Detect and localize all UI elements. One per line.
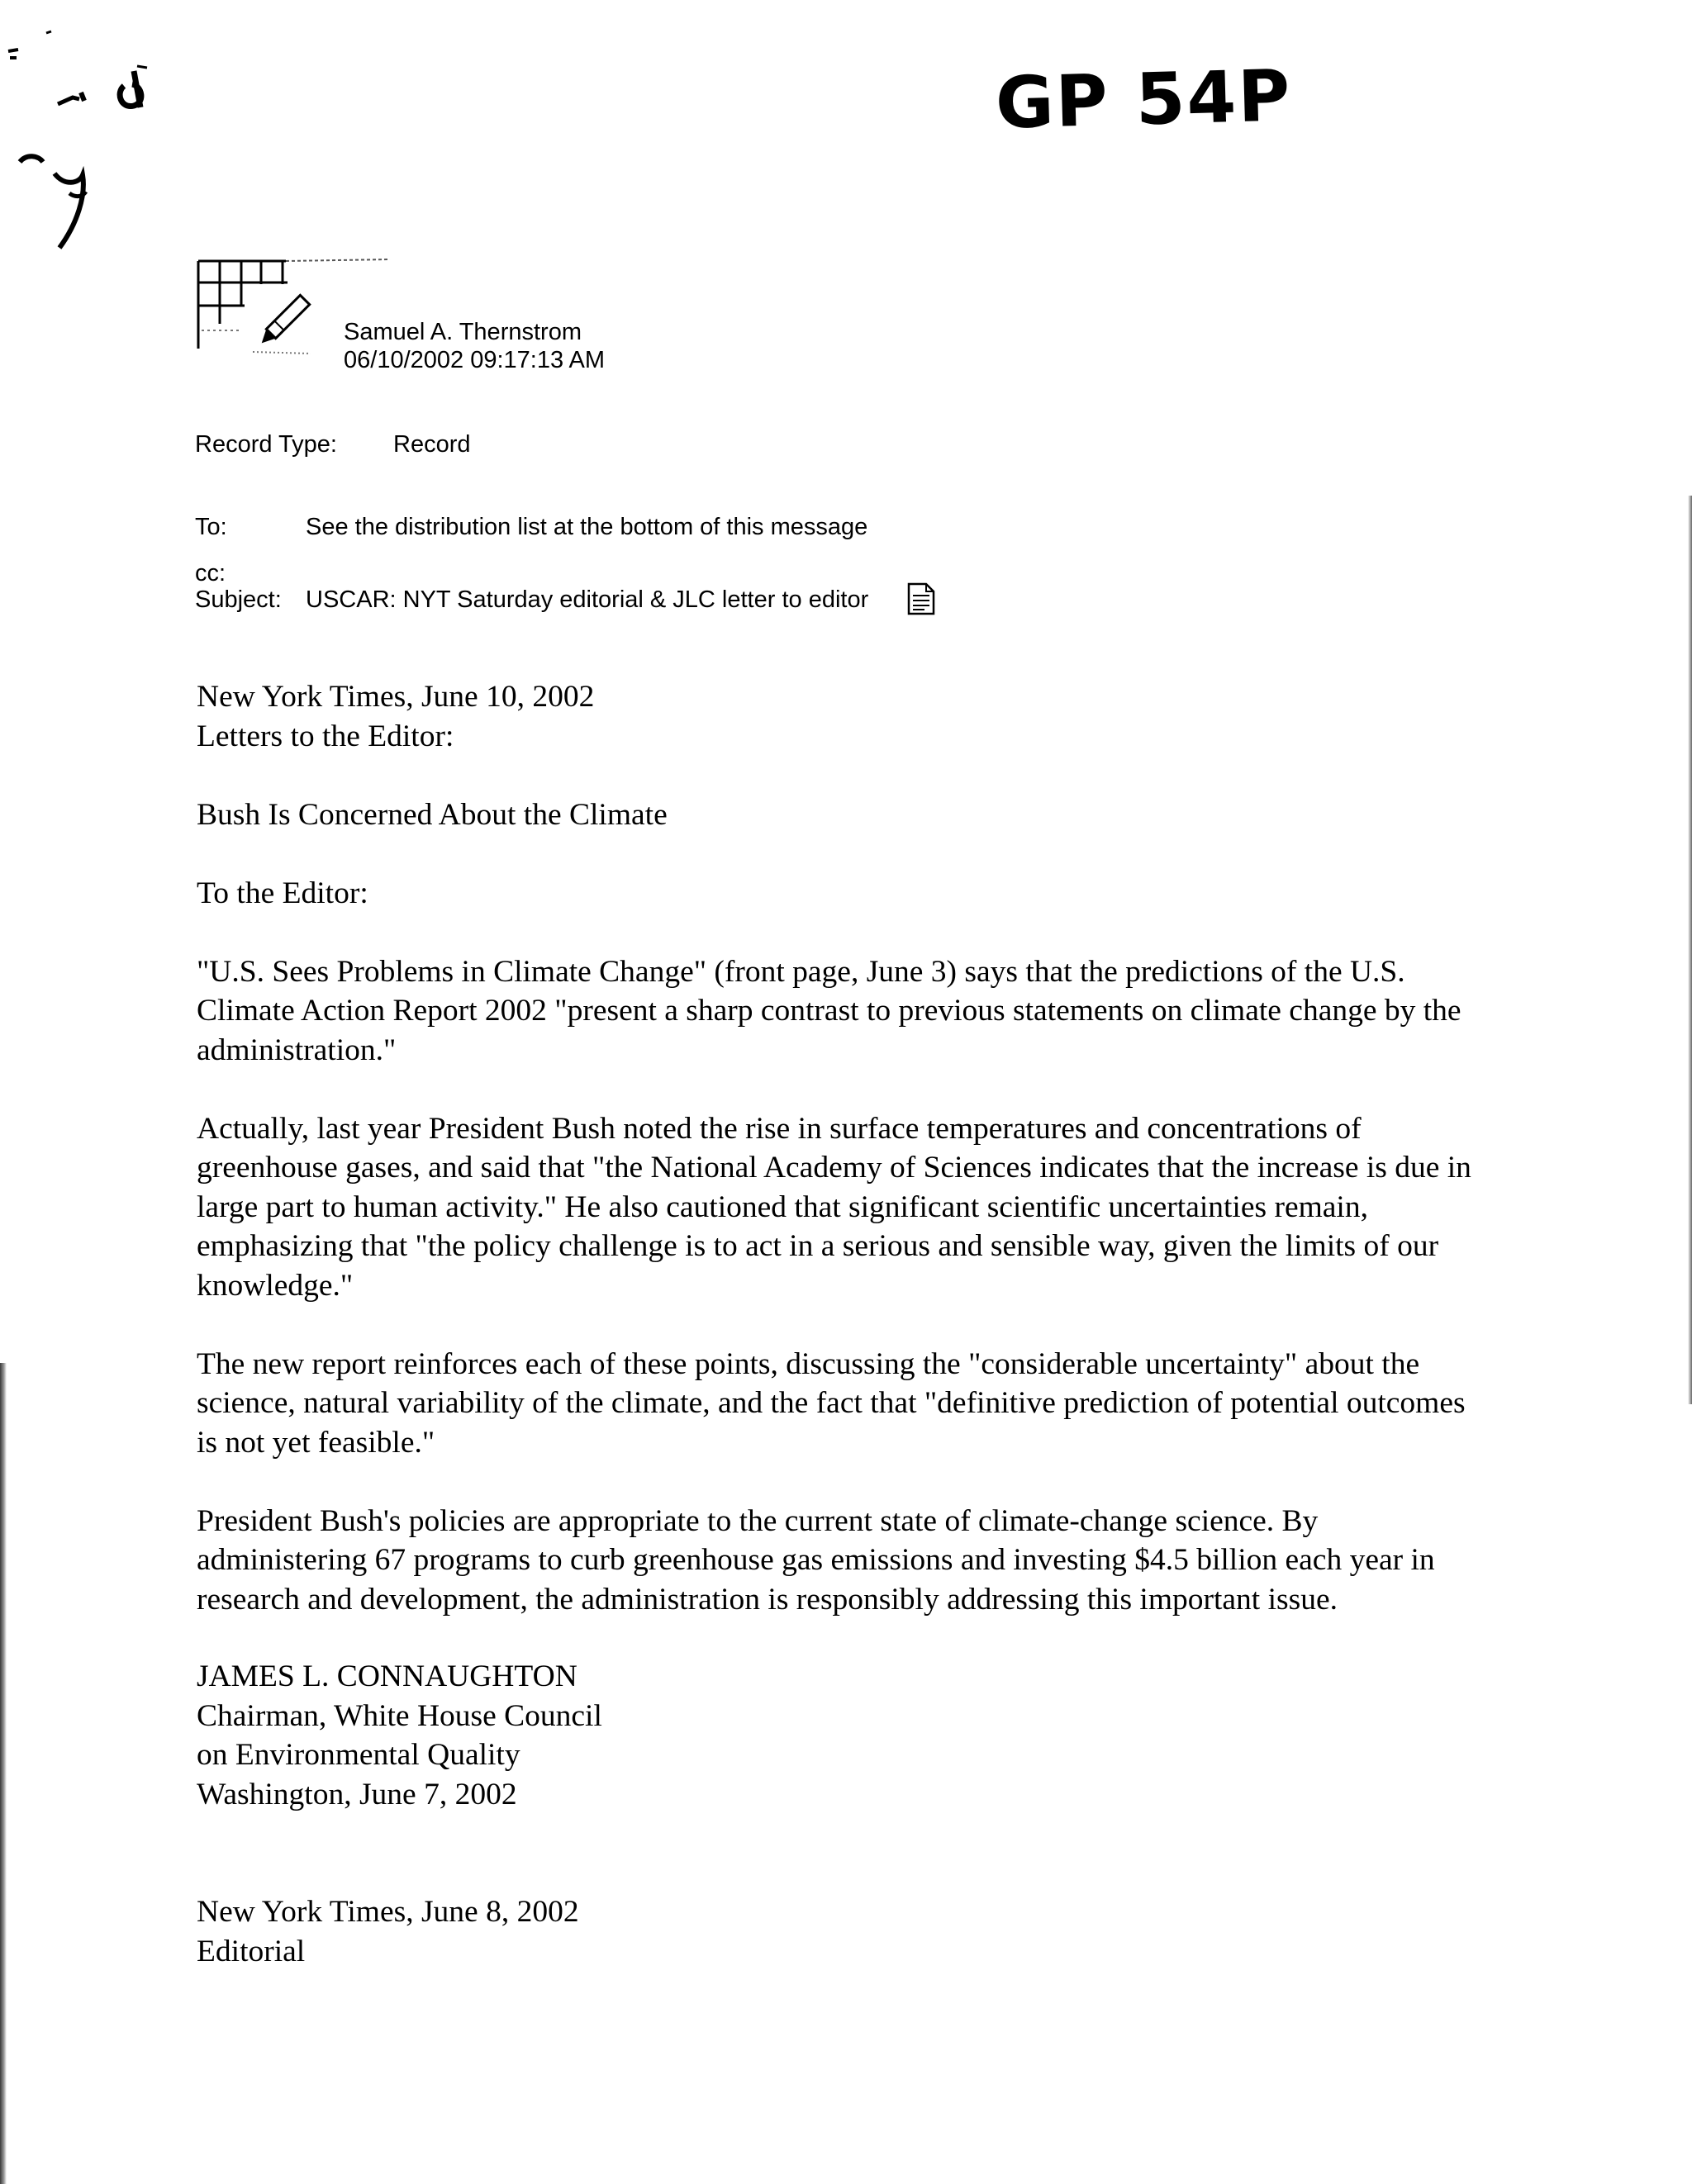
- scan-edge-shadow-left: [0, 1363, 7, 2184]
- scan-edge-shadow-right: [1688, 496, 1692, 1404]
- cc-label: cc:: [195, 560, 226, 586]
- record-type-value: Record: [393, 431, 471, 458]
- letter-section-line: Letters to the Editor:: [197, 719, 454, 753]
- signature-location-date: Washington, June 7, 2002: [197, 1777, 517, 1811]
- handwritten-corner-marks: [0, 0, 198, 264]
- letter-paragraph: "U.S. Sees Problems in Climate Change" (front page, June 3) says that the predictions of the U.S. Climate Action Report 2002 "present a sharp contrast to previous statements on climate change by the administration.": [197, 954, 1461, 1067]
- signature-title-line1: Chairman, White House Council: [197, 1698, 602, 1733]
- signature-name: JAMES L. CONNAUGHTON: [197, 1659, 577, 1693]
- sender-datetime: 06/10/2002 09:17:13 AM: [344, 347, 606, 373]
- to-label: To:: [195, 514, 227, 540]
- letter-headline: Bush Is Concerned About the Climate: [197, 797, 668, 832]
- message-body: [197, 677, 1485, 1971]
- subject-value: USCAR: NYT Saturday editorial & JLC letter to editor: [306, 586, 869, 613]
- letter-paragraph: Actually, last year President Bush noted the rise in surface temperatures and concentrations of greenhouse gases, and said that "the National Academy of Sciences indicates that the increase is due in large part to human activity." He also cautioned that significant scientific uncertainties remain, emphasizing that "the policy challenge is to act in a serious and sensible way, given the limits of our knowledge.": [197, 1111, 1471, 1303]
- attachment-document-icon[interactable]: [906, 582, 936, 616]
- editorial-source-line: New York Times, June 8, 2002: [197, 1895, 579, 1929]
- subject-label: Subject:: [195, 586, 282, 613]
- record-type-label: Record Type:: [195, 431, 337, 458]
- handwritten-note: GP 54P: [994, 55, 1293, 145]
- sender-name: Samuel A. Thernstrom: [344, 319, 582, 345]
- letter-salutation: To the Editor:: [197, 876, 368, 910]
- signature-title-line2: on Environmental Quality: [197, 1738, 520, 1772]
- letter-source-line: New York Times, June 10, 2002: [197, 680, 595, 714]
- letter-paragraph: The new report reinforces each of these points, discussing the "considerable uncertainty" about the science, natural variability of the climate, and the fact that "definitive prediction of potential outcomes is not yet feasible.": [197, 1346, 1466, 1460]
- editorial-section-line: Editorial: [197, 1934, 306, 1968]
- to-value: See the distribution list at the bottom of this message: [306, 514, 868, 540]
- letter-paragraph: President Bush's policies are appropriate to the current state of climate-change science. By administering 67 programs to curb greenhouse gas emissions and investing $4.5 billion each year in research and development, the administration is responsibly addressing this important issue.: [197, 1503, 1435, 1617]
